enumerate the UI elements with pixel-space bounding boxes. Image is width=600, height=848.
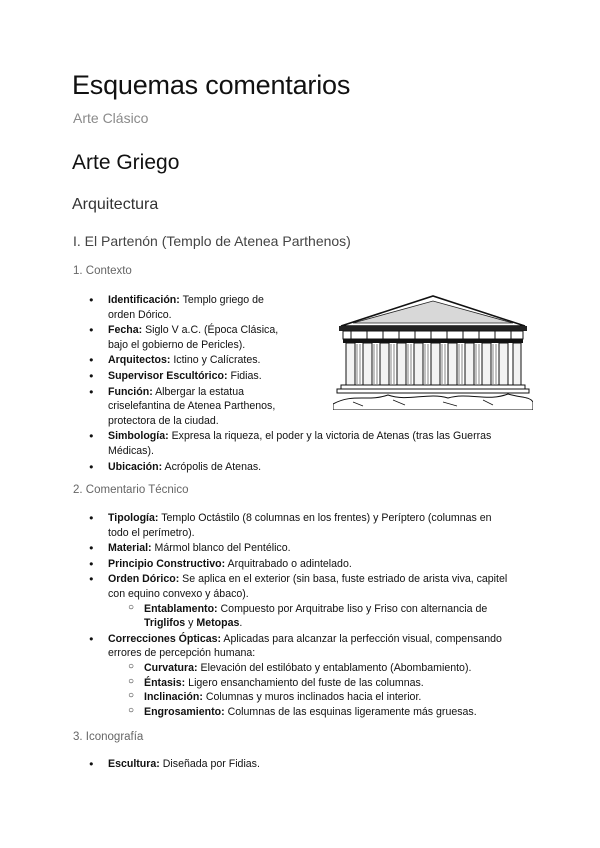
contexto-heading: 1. Contexto <box>73 265 132 277</box>
iconografia-list <box>74 757 544 773</box>
list-item: ● Ubicación: Acrópolis de Atenas. <box>74 460 544 475</box>
list-item: ● Arquitectos: Ictino y Calícrates. <box>74 353 544 368</box>
comentario-heading: 2. Comentario Técnico <box>73 484 189 496</box>
list-item: ● Correcciones Ópticas: Aplicadas para alcanzar la perfección visual, compensando errores de percepción humana: ○ Curvatura: Elevación del estilóbato y entablamento (Abombamiento). ○ Éntasis: Ligero ensanchamiento del fuste de las columnas. ○ Inclinación: Columnas y muros inclinados hacia el interior. ○ Engrosamiento: Columnas de las esquinas ligeramente más gruesas. <box>74 632 544 720</box>
list-item: ● Material: Mármol blanco del Pentélico. <box>74 541 544 556</box>
sub-list-item: ○ Engrosamiento: Columnas de las esquinas ligeramente más gruesas. <box>108 705 544 720</box>
sub-list-item: ○ Entablamento: Compuesto por Arquitrabe liso y Friso con alternancia de Triglifos y Metopas. <box>108 602 544 631</box>
list-item: ● Principio Constructivo: Arquitrabado o adintelado. <box>74 557 544 572</box>
list-item: ● Simbología: Expresa la riqueza, el poder y la victoria de Atenas (tras las Guerras Médicas). <box>74 429 544 458</box>
sub-list-item: ○ Inclinación: Columnas y muros inclinados hacia el interior. <box>108 690 544 705</box>
list-item: ● Identificación: Templo griego de orden Dórico. <box>74 293 544 322</box>
comentario-list <box>74 511 544 720</box>
list-item: ● Orden Dórico: Se aplica en el exterior (sin basa, fuste estriado de arista viva, capitel con equino convexo y ábaco). ○ Entablamento: Compuesto por Arquitrabe liso y Friso con alternancia de Triglifos y Metopas. <box>74 572 544 630</box>
list-item: ● Fecha: Siglo V a.C. (Época Clásica, bajo el gobierno de Pericles). <box>74 323 544 352</box>
list-item: ● Escultura: Diseñada por Fidias. <box>74 757 544 772</box>
list-item: ● Función: Albergar la estatua criselefantina de Atenea Parthenos, protectora de la ciudad. <box>74 385 544 429</box>
document-subtitle: Arte Clásico <box>73 110 149 126</box>
sub-list <box>108 602 544 631</box>
topic-title: I. El Partenón (Templo de Atenea Parthenos) <box>73 233 351 249</box>
document-title: Esquemas comentarios <box>72 70 351 100</box>
subsection-title: Arquitectura <box>72 196 159 213</box>
list-item: ● Supervisor Escultórico: Fidias. <box>74 369 544 384</box>
iconografia-heading: 3. Iconografía <box>73 731 144 743</box>
sub-list-item: ○ Éntasis: Ligero ensanchamiento del fuste de las columnas. <box>108 676 544 691</box>
list-item: ● Tipología: Templo Octástilo (8 columnas en los frentes) y Períptero (columnas en todo el perímetro). <box>74 511 544 540</box>
sub-list <box>108 661 544 719</box>
sub-list-item: ○ Curvatura: Elevación del estilóbato y entablamento (Abombamiento). <box>108 661 544 676</box>
parthenon-illustration-icon <box>333 292 533 410</box>
section-title: Arte Griego <box>72 151 180 174</box>
